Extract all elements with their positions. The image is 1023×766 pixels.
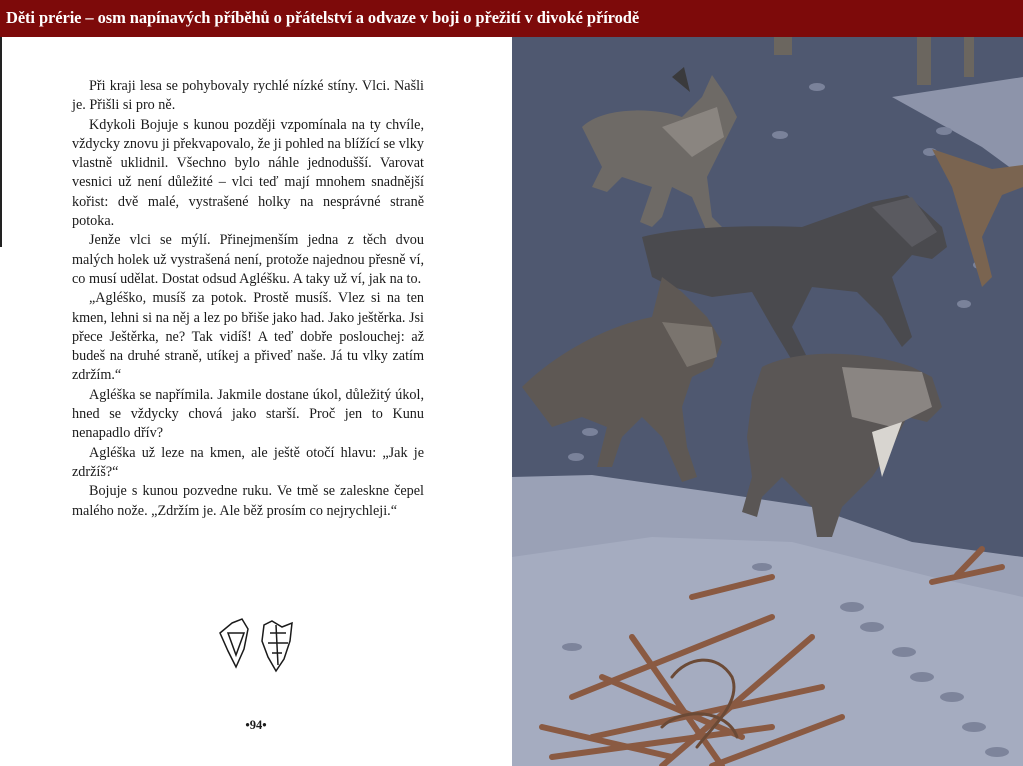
paragraph: Agléška se napřímila. Jakmile dostane úkol, důležitý úkol, hned se vždycky chová jako starší. Proč jen to Kunu nenapadlo dřív? [72,386,424,442]
page-number: •94• [245,718,267,732]
page-edge [0,37,2,247]
paragraph: Kdykoli Bojuje s kunou později vzpomínala na ty chvíle, vždycky znovu ji překvapovalo, že ji pohled na blížící se vlky vlastně uklidnil. Všechno bylo náhle jednodušší. Varovat vesnici už není důležité – vlci teď mají mnohem snadnější kořist: dvě malé, vystrašené holky na nesprávné straně potoka. [72,116,424,230]
story-text [72,77,424,521]
paragraph: Bojuje s kunou pozvedne ruku. Ve tmě se zaleskne čepel malého nože. „Zdržím je. Ale běž prosím co nejrychleji.“ [72,483,424,519]
paragraph: Agléška už leze na kmen, ale ještě otočí hlavu: „Jak je zdržíš?“ [72,444,424,480]
header-title: Děti prérie – osm napínavých příběhů o přátelství a odvaze v boji o přežití v divoké přírodě [6,8,640,27]
header-bar [0,0,1023,37]
arrowhead-ornament-icon [214,615,304,675]
paragraph: „Agléško, musíš za potok. Prostě musíš. Vlez si na ten kmen, lehni si na něj a lez po břiše jako had. Jako ještěrka. Jsi přece Ještěrka, ne? Tak vidíš! A teď dobře poslouchej: až budeš na druhé straně, utíkej a přiveď naše. Já tu vlky zatím zdržím.“ [72,290,424,384]
wolves-illustration [512,37,1023,766]
paragraph: Při kraji lesa se pohybovaly rychlé nízké stíny. Vlci. Našli je. Přišli si pro ně. [72,78,424,114]
paragraph: Jenže vlci se mýlí. Přinejmenším jedna z těch dvou malých holek už vystrašená není, protože najednou přesně ví, co musí udělat. Dostat odsud Agléšku. A taky už ví, jak na to. [72,232,424,287]
